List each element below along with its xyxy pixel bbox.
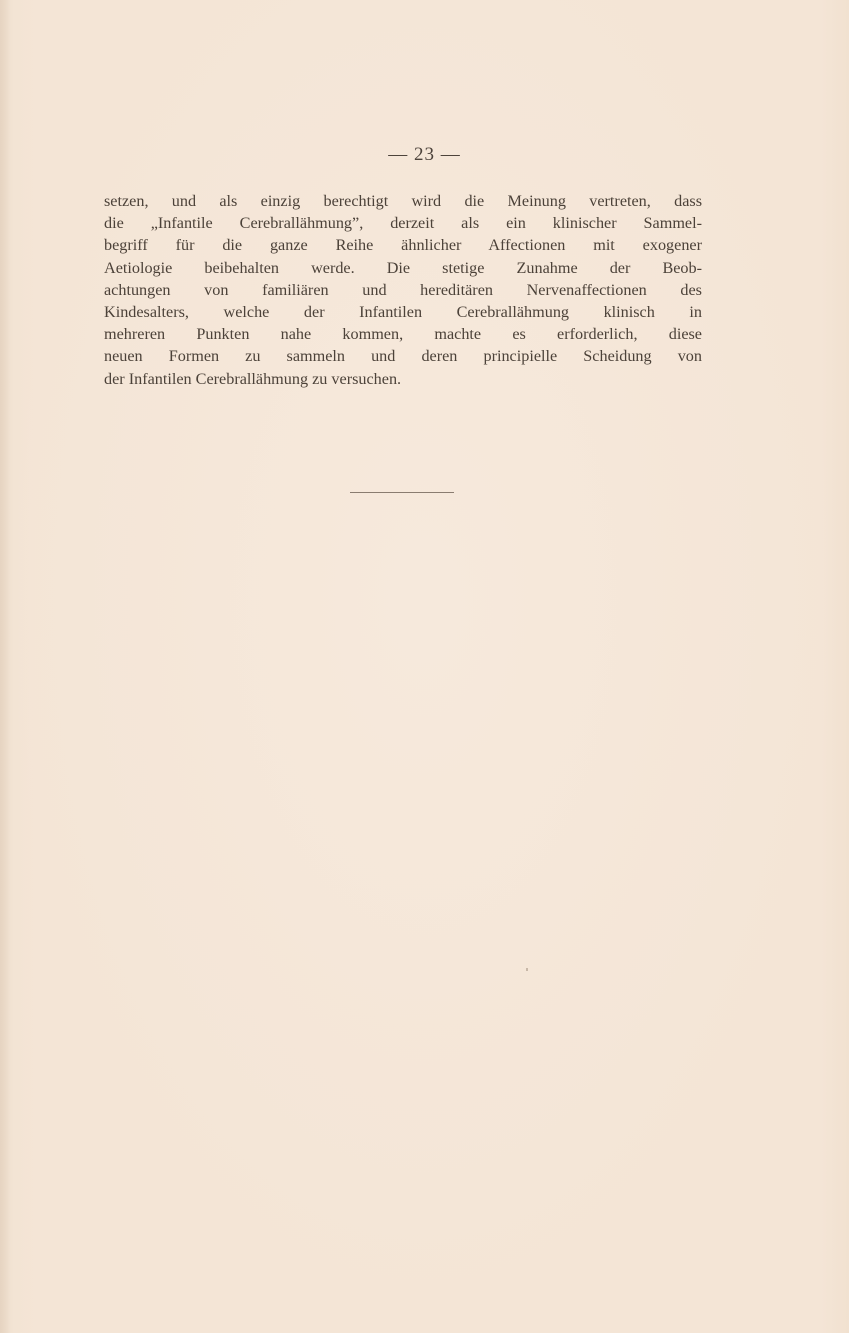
text-line: Kindesalters, welche der Infantilen Cerebrallähmung klinisch in xyxy=(104,302,702,321)
text-line: mehreren Punkten nahe kommen, machte es erforderlich, diese xyxy=(104,325,702,344)
text-line: die „Infantile Cerebrallähmung”, derzeit als ein klinischer Sammel- xyxy=(104,214,702,233)
page-number: — 23 — xyxy=(388,144,461,165)
text-line: setzen, und als einzig berechtigt wird die Meinung vertreten, dass xyxy=(104,192,702,210)
text-line: neuen Formen zu sammeln und deren principielle Scheidung von xyxy=(104,347,702,366)
text-line: achtungen von familiären und hereditären Nervenaffectionen des xyxy=(104,280,702,299)
paper-speck xyxy=(526,968,528,971)
text-line: Aetiologie beibehalten werde. Die stetige Zunahme der Beob- xyxy=(104,258,702,277)
page-gutter-shadow xyxy=(0,0,10,1333)
section-end-rule xyxy=(350,492,454,493)
text-line-last: der Infantilen Cerebrallähmung zu versuchen. xyxy=(104,369,402,388)
text-line: begriff für die ganze Reihe ähnlicher Affectionen mit exogener xyxy=(104,236,702,255)
body-paragraph xyxy=(104,190,702,390)
